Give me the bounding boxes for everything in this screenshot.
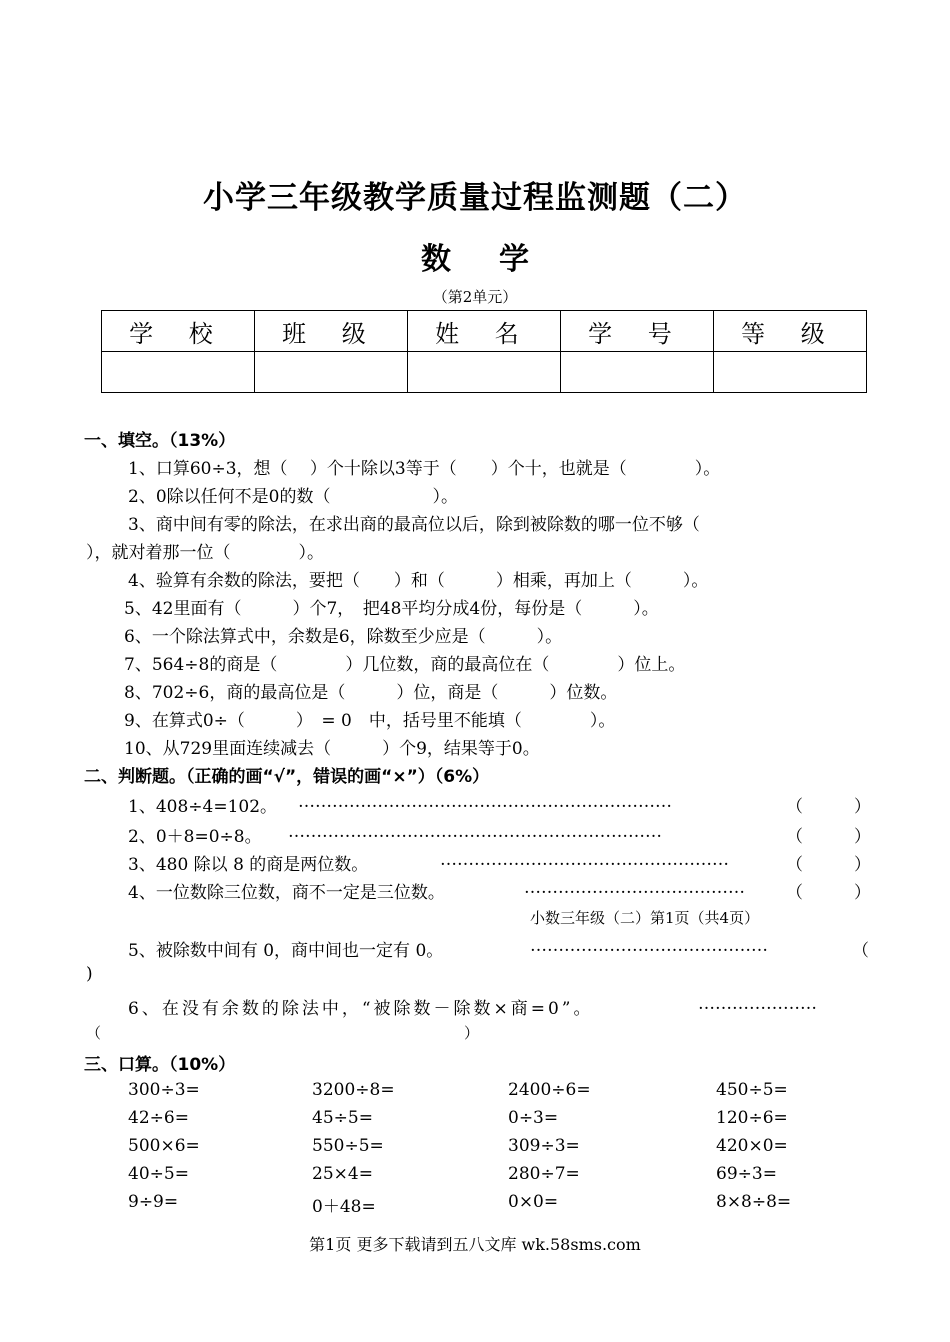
judge-answer-3[interactable]: （ ）: [786, 855, 871, 875]
section1-heading: 一、填空。（13%）: [84, 431, 236, 451]
calc-r2-c3: 0÷3=: [508, 1108, 559, 1128]
calc-r2-c2: 45÷5=: [312, 1108, 373, 1128]
judge-answer-1[interactable]: （ ）: [786, 797, 871, 817]
calc-r5-c4: 8×8÷8=: [716, 1192, 792, 1212]
calc-r5-c2: 0＋48=: [312, 1197, 376, 1217]
judge-dots-6: …………………: [698, 994, 817, 1014]
section3-heading: 三、口算。（10%）: [84, 1055, 236, 1075]
info-cell-grade[interactable]: [714, 352, 867, 393]
calc-r5-c1: 9÷9=: [128, 1192, 179, 1212]
judge-item-2: 2、0＋8=0÷8。: [128, 827, 262, 847]
judge-dots-1: …………………………………………………………: [298, 792, 672, 812]
calc-r3-c3: 309÷3=: [508, 1136, 580, 1156]
fill-item-5: 5、42里面有（ ）个7， 把48平均分成4份，每份是（ ）。: [124, 599, 659, 619]
fill-item-8: 8、702÷6，商的最高位是（ ）位，商是（ ）位数。: [124, 683, 618, 703]
subject-title: 数学: [421, 242, 577, 277]
judge-answer-2[interactable]: （ ）: [786, 827, 871, 847]
calc-r5-c3: 0×0=: [508, 1192, 559, 1212]
info-cell-school[interactable]: [102, 352, 255, 393]
calc-r3-c1: 500×6=: [128, 1136, 200, 1156]
fill-item-10: 10、从729里面连续减去（ ）个9，结果等于0。: [124, 739, 540, 759]
calc-r2-c4: 120÷6=: [716, 1108, 788, 1128]
judge-answer-6[interactable]: （ ）: [86, 1024, 474, 1042]
info-header-number: 学 号: [561, 311, 714, 352]
calc-r1-c1: 300÷3=: [128, 1080, 200, 1100]
fill-item-4: 4、验算有余数的除法，要把（ ）和（ ）相乘，再加上（ ）。: [128, 571, 709, 591]
calc-r4-c4: 69÷3=: [716, 1164, 777, 1184]
unit-label: （第2单元）: [432, 288, 518, 306]
judge-dots-4: …………………………………: [524, 878, 745, 898]
calc-r2-c1: 42÷6=: [128, 1108, 189, 1128]
fill-item-3-cont: ），就对着那一位（ ）。: [86, 543, 324, 563]
fill-item-9: 9、在算式0÷（ ） = 0 中，括号里不能填（ ）。: [124, 711, 616, 731]
page-footer: 第1页 更多下载请到五八文库 wk.58sms.com: [309, 1235, 641, 1254]
calc-r4-c3: 280÷7=: [508, 1164, 580, 1184]
info-header-class: 班 级: [255, 311, 408, 352]
info-header-grade: 等 级: [714, 311, 867, 352]
judge-answer-4[interactable]: （ ）: [786, 883, 871, 903]
calc-r4-c2: 25×4=: [312, 1164, 373, 1184]
calc-r3-c4: 420×0=: [716, 1136, 788, 1156]
fill-item-2: 2、0除以任何不是0的数（ ）。: [128, 487, 458, 507]
judge-item-6: 6、在没有余数的除法中，“被除数－除数×商=0”。: [128, 999, 594, 1019]
judge-item-3: 3、480 除以 8 的商是两位数。: [128, 855, 369, 875]
page-footer-mid: 小数三年级（二）第1页（共4页）: [530, 909, 760, 927]
judge-dots-3: ……………………………………………: [440, 850, 729, 870]
info-header-school: 学 校: [102, 311, 255, 352]
calc-r4-c1: 40÷5=: [128, 1164, 189, 1184]
fill-item-3: 3、商中间有零的除法，在求出商的最高位以后，除到被除数的哪一位不够（: [128, 515, 700, 535]
info-cell-number[interactable]: [561, 352, 714, 393]
calc-r1-c4: 450÷5=: [716, 1080, 788, 1100]
fill-item-7: 7、564÷8的商是（ ）几位数，商的最高位在（ ）位上。: [124, 655, 686, 675]
section2-heading: 二、判断题。（正确的画“√”，错误的画“×”）（6%）: [84, 767, 490, 787]
calc-r3-c2: 550÷5=: [312, 1136, 384, 1156]
judge-answer-5[interactable]: （: [852, 941, 869, 961]
judge-item-4: 4、一位数除三位数，商不一定是三位数。: [128, 883, 445, 903]
info-cell-class[interactable]: [255, 352, 408, 393]
judge-item-1: 1、408÷4=102。: [128, 797, 278, 817]
info-cell-name[interactable]: [408, 352, 561, 393]
judge-dots-5: ……………………………………: [530, 936, 768, 956]
judge-item-5: 5、被除数中间有 0，商中间也一定有 0。: [128, 941, 444, 961]
judge-answer-5-close: ): [86, 964, 93, 984]
calc-r1-c3: 2400÷6=: [508, 1080, 591, 1100]
calc-r1-c2: 3200÷8=: [312, 1080, 395, 1100]
student-info-table: [101, 310, 867, 393]
page-title: 小学三年级教学质量过程监测题（二）: [203, 180, 747, 216]
judge-dots-2: …………………………………………………………: [288, 822, 662, 842]
info-header-name: 姓 名: [408, 311, 561, 352]
fill-item-6: 6、一个除法算式中，余数是6，除数至少应是（ ）。: [124, 627, 563, 647]
fill-item-1: 1、口算60÷3，想（ ）个十除以3等于（ ）个十，也就是（ ）。: [128, 459, 721, 479]
